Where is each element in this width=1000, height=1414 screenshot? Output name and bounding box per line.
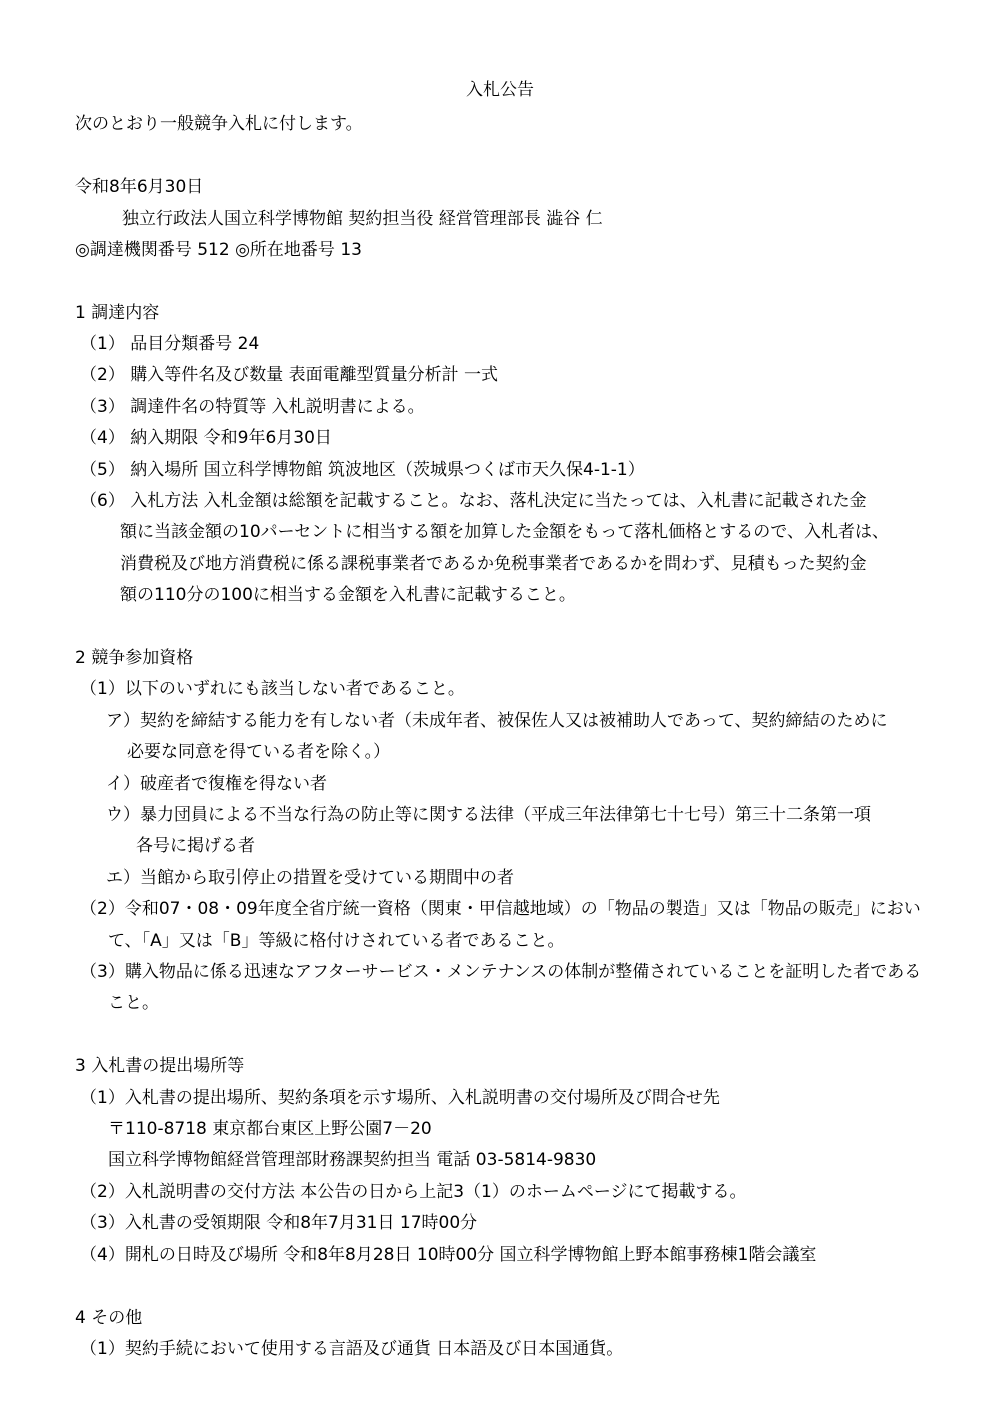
postal-address: 〒110-8718 東京都台東区上野公園7－20 bbox=[108, 1119, 432, 1139]
sub-item: イ）破産者で復権を得ない者 bbox=[106, 774, 327, 794]
list-item: （2）令和07・08・09年度全省庁統一資格（関東・甲信越地域）の「物品の製造」又は「物品の販売」におい bbox=[80, 899, 921, 919]
section-heading: 3 入札書の提出場所等 bbox=[75, 1056, 245, 1076]
list-item: （1）以下のいずれにも該当しない者であること。 bbox=[80, 679, 465, 699]
list-item: （3）購入物品に係る迅速なアフターサービス・メンテナンスの体制が整備されていることを証明した者である bbox=[80, 962, 922, 982]
list-item: （5） 納入場所 国立科学博物館 筑波地区（茨城県つくば市天久保4-1-1） bbox=[80, 460, 645, 480]
section-heading: 1 調達内容 bbox=[75, 303, 160, 323]
sub-item: ウ）暴力団員による不当な行為の防止等に関する法律（平成三年法律第七十七号）第三十二条第一項 bbox=[106, 805, 871, 825]
contact-info: 国立科学博物館経営管理部財務課契約担当 電話 03-5814-9830 bbox=[108, 1150, 597, 1170]
sub-item: ア）契約を締結する能力を有しない者（未成年者、被保佐人又は被補助人であって、契約締結のために bbox=[106, 711, 888, 731]
issuer-line: 独立行政法人国立科学博物館 契約担当役 経営管理部長 澁谷 仁 bbox=[122, 209, 603, 229]
list-item-continuation: 消費税及び地方消費税に係る課税事業者であるか免税事業者であるかを問わず、見積もった契約金 bbox=[120, 554, 867, 574]
list-item: （3） 調達件名の特質等 入札説明書による。 bbox=[80, 397, 425, 417]
list-item: （4）開札の日時及び場所 令和8年8月28日 10時00分 国立科学博物館上野本館事務棟1階会議室 bbox=[80, 1245, 817, 1265]
list-item: （1）入札書の提出場所、契約条項を示す場所、入札説明書の交付場所及び問合せ先 bbox=[80, 1088, 720, 1108]
list-item-continuation: こと。 bbox=[108, 993, 159, 1013]
list-item: （3）入札書の受領期限 令和8年7月31日 17時00分 bbox=[80, 1213, 478, 1233]
list-item: （1） 品目分類番号 24 bbox=[80, 334, 260, 354]
section-heading: 4 その他 bbox=[75, 1308, 143, 1328]
list-item-continuation: 額の110分の100に相当する金額を入札書に記載すること。 bbox=[120, 585, 576, 605]
list-item-continuation: 額に当該金額の10パーセントに相当する額を加算した金額をもって落札価格とするので、入札者は、 bbox=[120, 522, 889, 542]
list-item: （6） 入札方法 入札金額は総額を記載すること。なお、落札決定に当たっては、入札書に記載された金 bbox=[80, 491, 867, 511]
code-numbers: ◎調達機関番号 512 ◎所在地番号 13 bbox=[75, 240, 362, 260]
intro-text: 次のとおり一般競争入札に付します。 bbox=[75, 114, 363, 134]
sub-item: エ）当館から取引停止の措置を受けている期間中の者 bbox=[106, 868, 514, 888]
document-title: 入札公告 bbox=[466, 80, 534, 100]
list-item: （2） 購入等件名及び数量 表面電離型質量分析計 一式 bbox=[80, 365, 499, 385]
sub-item-continuation: 必要な同意を得ている者を除く。） bbox=[127, 742, 391, 762]
list-item: （2）入札説明書の交付方法 本公告の日から上記3（1）のホームページにて掲載する。 bbox=[80, 1182, 747, 1202]
list-item-continuation: て、「A」又は「B」等級に格付けされている者であること。 bbox=[108, 931, 565, 951]
sub-item-continuation: 各号に掲げる者 bbox=[136, 836, 255, 856]
section-heading: 2 競争参加資格 bbox=[75, 648, 194, 668]
list-item: （1）契約手続において使用する言語及び通貨 日本語及び日本国通貨。 bbox=[80, 1339, 624, 1359]
notice-date: 令和8年6月30日 bbox=[75, 177, 204, 197]
list-item: （4） 納入期限 令和9年6月30日 bbox=[80, 428, 332, 448]
